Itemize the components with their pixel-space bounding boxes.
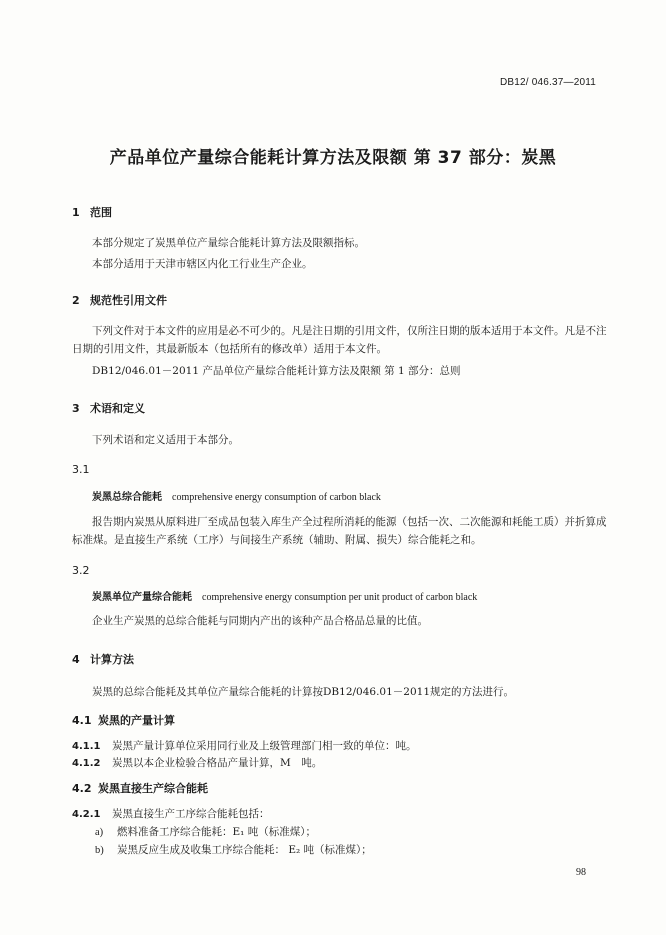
paragraph: 下列术语和定义适用于本部分。 [92,434,239,446]
term-number: 3.2 [72,564,90,577]
list-text: 燃料准备工序综合能耗：E₁ 吨（标准煤）； [117,826,316,838]
term-definition: 报告期内炭黑从原料进厂至成品包装入库生产全过程所消耗的能源（包括一次、二次能源和耗能工质）并折算成标准煤。是直接生产系统（工序）与间接生产系统（辅助、附属、损失）综合能耗之和。 [72,516,607,546]
subsection-4-2-heading [72,780,208,796]
paragraph-reference: DB12/046.01－2011 产品单位产量综合能耗计算方法及限额 第 1 部分：总则 [92,365,461,377]
section-number: 1 [72,206,80,219]
term-english: comprehensive energy consumption per unit product of carbon black [202,592,478,603]
clause-item [72,738,417,753]
clause-text: 炭黑直接生产工序综合能耗包括： [112,808,270,820]
list-text: 炭黑反应生成及收集工序综合能耗： E₂ 吨（标准煤）； [117,844,372,856]
list-marker: a) [95,827,104,838]
clause-number: 4.1.2 [72,758,101,769]
section-number: 4 [72,653,80,666]
section-number: 2 [72,294,80,307]
section-4-heading [72,651,134,667]
page-title: 产品单位产量综合能耗计算方法及限额 第 37 部分：炭黑 [109,148,557,168]
subsection-title: 炭黑的产量计算 [98,714,175,727]
term-definition: 企业生产炭黑的总综合能耗与同期内产出的该种产品合格品总量的比值。 [92,615,428,627]
section-2-heading [72,292,167,308]
term-chinese: 炭黑总综合能耗 [92,492,162,503]
page-number: 98 [576,867,586,878]
clause-number: 4.1.1 [72,741,101,752]
section-title: 范围 [90,206,112,219]
clause-item [72,806,270,821]
clause-item [72,755,322,770]
list-item [95,824,316,839]
paragraph: 下列文件对于本文件的应用是必不可少的。凡是注日期的引用文件，仅所注日期的版本适用于本文件。凡是不注日期的引用文件，其最新版本（包括所有的修改单）适用于本文件。 [72,325,607,355]
section-1-heading [72,204,112,220]
term-entry [92,488,381,503]
section-number: 3 [72,402,80,415]
clause-number: 4.2.1 [72,809,101,820]
section-title: 规范性引用文件 [90,294,167,307]
term-number: 3.1 [72,463,90,476]
subsection-4-1-heading [72,712,175,728]
list-item [95,842,372,857]
term-chinese: 炭黑单位产量综合能耗 [92,592,192,603]
clause-text: 炭黑产量计算单位采用同行业及上级管理部门相一致的单位：吨。 [112,740,417,752]
section-title: 计算方法 [90,653,134,666]
paragraph: 炭黑的总综合能耗及其单位产量综合能耗的计算按DB12/046.01－2011规定的方法进行。 [92,686,514,698]
clause-text: 炭黑以本企业检验合格品产量计算，M 吨。 [112,757,323,769]
section-title: 术语和定义 [90,402,145,415]
subsection-number: 4.1 [72,714,92,727]
subsection-title: 炭黑直接生产综合能耗 [98,782,208,795]
paragraph: 本部分适用于天津市辖区内化工行业生产企业。 [92,258,313,270]
section-3-heading [72,400,145,416]
list-marker: b) [95,845,104,856]
term-entry [92,588,477,603]
term-english: comprehensive energy consumption of carbon black [172,492,381,503]
paragraph: 本部分规定了炭黑单位产量综合能耗计算方法及限额指标。 [92,237,365,249]
subsection-number: 4.2 [72,782,92,795]
document-code: DB12/ 046.37—2011 [499,77,596,88]
